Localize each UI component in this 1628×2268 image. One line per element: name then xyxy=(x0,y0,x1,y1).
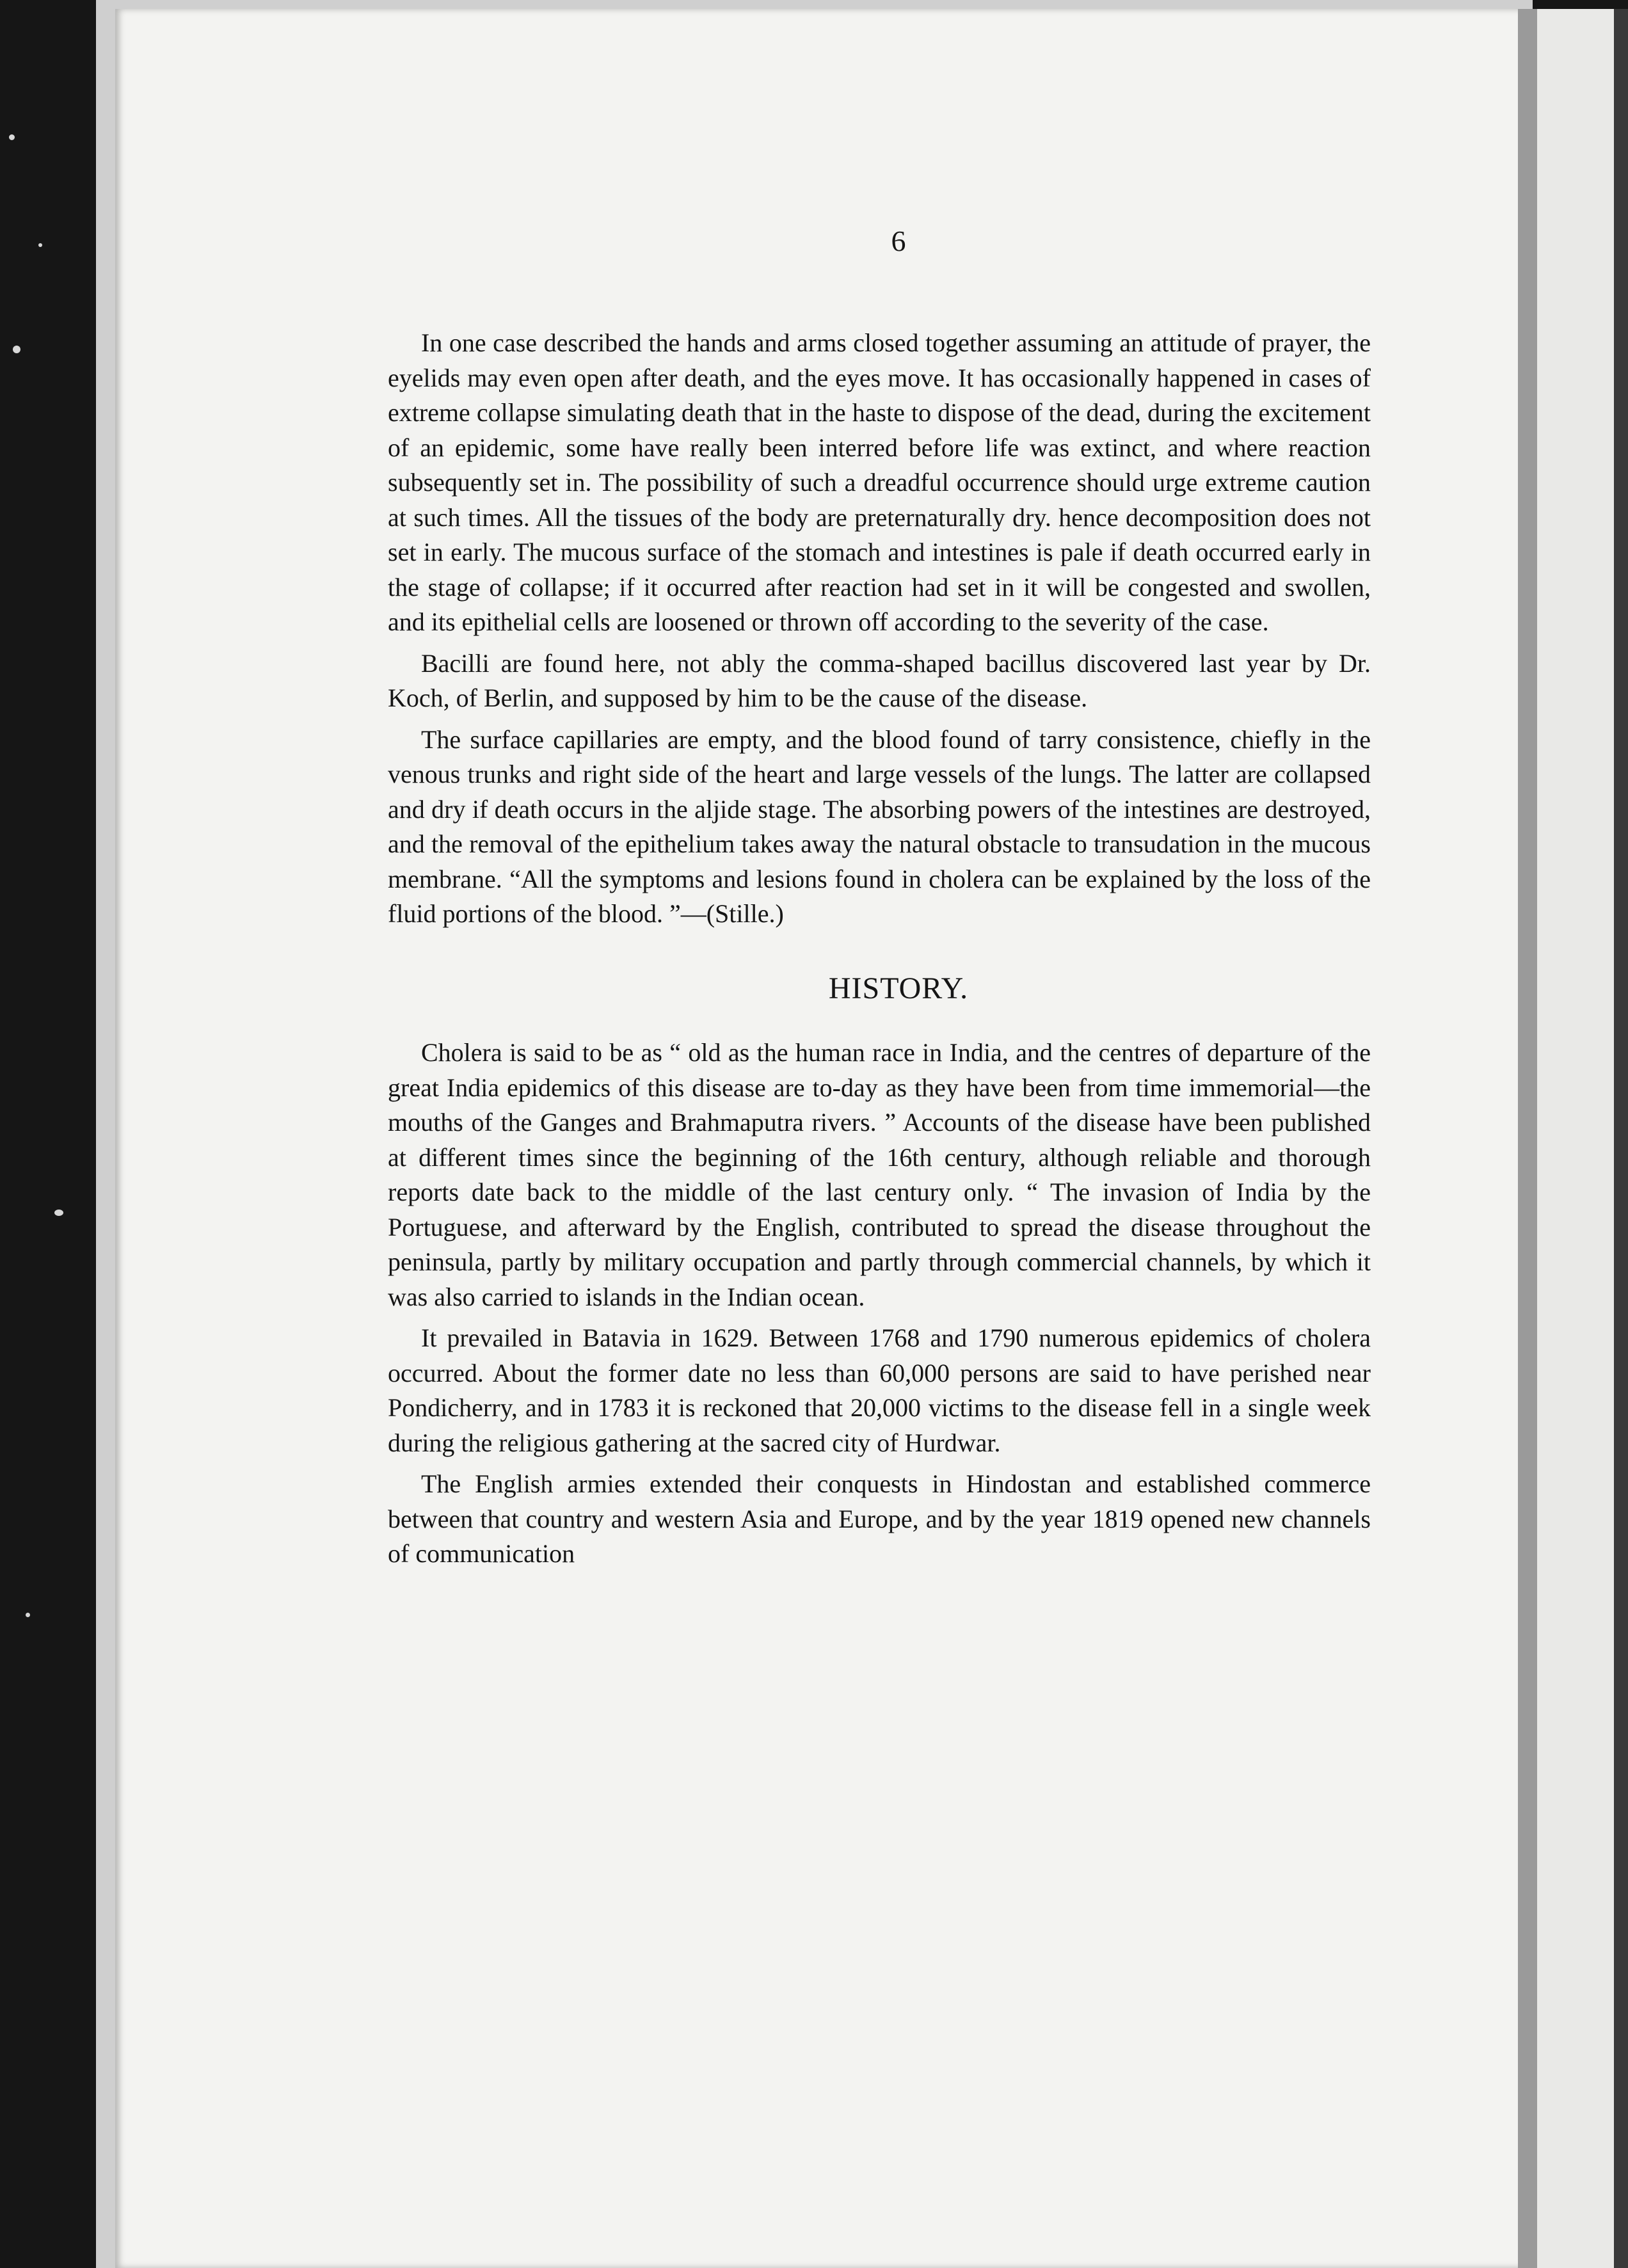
scan-speck xyxy=(13,346,20,353)
scan-right-border xyxy=(1614,9,1628,2268)
section-heading: HISTORY. xyxy=(828,971,969,1005)
paragraph: Bacilli are found here, not ably the comma-shaped bacillus discovered last year by Dr. Koch, of Berlin, and supposed by him to be the cause of the disease. xyxy=(388,648,1371,712)
page-number: 6 xyxy=(891,225,906,257)
scan-speck xyxy=(38,243,42,247)
paragraph: The surface capillaries are empty, and the blood found of tarry consistence, chiefly in the venous trunks and right side of the heart and large vessels of the lungs. The latter are collapsed and dry if death occurs in the aljide stage. The absorbing powers of the intestines are destroyed, and the removal of the epithelium takes away the natural obstacle to transudation in the mucous membrane. “All the symptoms and lesions found in cholera can be explained by the loss of the fluid portions of the blood. ”—(Stille.) xyxy=(388,724,1371,928)
binding-gutter xyxy=(1518,9,1537,2268)
scan-speck xyxy=(54,1210,63,1216)
facing-page-edge xyxy=(1537,9,1614,2268)
scan-speck xyxy=(9,134,15,140)
paragraph: In one case described the hands and arms closed together assuming an attitude of prayer, the eyelids may even open after death, and the eyes move. It has occasionally happened in cases of extreme collapse simulating death that in the haste to dispose of the dead, during the excitement of an epidemic, some have really been interred before life was extinct, and where reaction subsequently set in. The possibility of such a dreadful occurrence should urge extreme caution at such times. All the tissues of the body are preternaturally dry. hence decomposition does not set in early. The mucous surface of the stomach and intestines is pale if death occurred early in the stage of collapse; if it occurred after reaction had set in it will be congested and swollen, and its epithelial cells are loosened or thrown off according to the severity of the case. xyxy=(388,328,1371,636)
paragraph: Cholera is said to be as “ old as the human race in India, and the centres of departure of the great India epidemics of this disease are to-day as they have been from time immemorial—the mouths of the Ganges and Brahmaputra rivers. ” Accounts of the disease have been published at different times since the beginning of the 16th century, although reliable and thorough reports date back to the middle of the last century only. “ The invasion of India by the Portuguese, and afterward by the English, contributed to spread the disease throughout the peninsula, partly by military occupation and partly through commercial channels, by which it was also carried to islands in the Indian ocean. xyxy=(388,1038,1371,1311)
page-text xyxy=(388,221,1371,1578)
scan-speck xyxy=(26,1613,30,1617)
paragraph: It prevailed in Batavia in 1629. Between 1768 and 1790 numerous epidemics of cholera occurred. About the former date no less than 60,000 persons are said to have perished near Pondicherry, and in 1783 it is reckoned that 20,000 victims to the disease fell in a single week during the religious gathering at the sacred city of Hurdwar. xyxy=(388,1323,1371,1457)
paragraph: The English armies extended their conquests in Hindostan and established commerce between that country and western Asia and Europe, and by the year 1819 opened new channels of communication xyxy=(388,1469,1371,1568)
